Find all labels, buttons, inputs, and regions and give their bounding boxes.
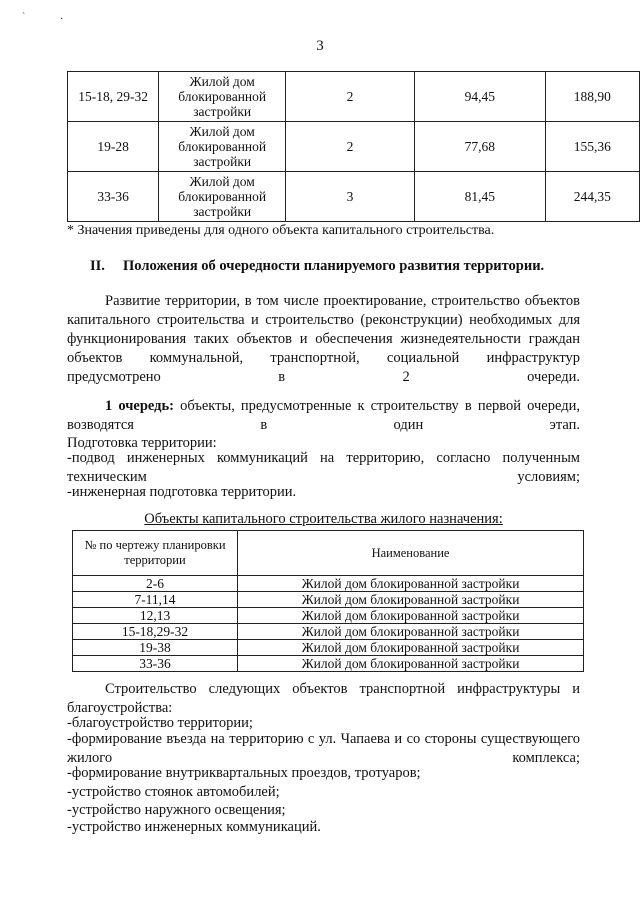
- table-cell-name: Жилой дом блокированной застройки: [238, 656, 584, 672]
- table-cell-name: Жилой дом блокированной застройки: [238, 608, 584, 624]
- transport-item: -устройство стоянок автомобилей;: [67, 784, 280, 800]
- table-row: [73, 656, 584, 672]
- transport-item: -благоустройство территории;: [67, 715, 253, 731]
- table-cell-name: Жилой дом блокированной застройки: [238, 592, 584, 608]
- table-cell-range: 19-28: [68, 122, 159, 172]
- table-cell-number: 19-38: [73, 640, 238, 656]
- header-name: Наименование: [238, 531, 584, 576]
- table-cell-range: 33-36: [68, 172, 159, 222]
- table-cell-name: Жилой дом блокированной застройки: [238, 576, 584, 592]
- objects-table-continued: [67, 71, 640, 222]
- transport-intro: Строительство следующих объектов транспортной инфраструктуры и благоустройства:: [67, 681, 580, 716]
- table-row: [68, 72, 640, 122]
- table-cell-total: 155,36: [545, 122, 639, 172]
- table-cell-type: Жилой дом блокированной застройки: [159, 172, 286, 222]
- table-cell-area: 81,45: [415, 172, 546, 222]
- table-cell-total: 188,90: [545, 72, 639, 122]
- table-cell-count: 3: [286, 172, 415, 222]
- table-row: [73, 624, 584, 640]
- table-caption: Объекты капитального строительства жилого назначения:: [144, 511, 503, 527]
- transport-item: -формирование въезда на территорию с ул. Чапаева и со стороны существующего жилого комплекса;: [67, 731, 580, 766]
- table-cell-number: 2-6: [73, 576, 238, 592]
- development-paragraph: Развитие территории, в том числе проектирование, строительство объектов капитального строительства и строительство (реконструкции) необходимых для функционирования таких объектов и обеспечения жизнедеятельности граждан объектов коммунальной, транспортной, социальной инфраструктур предусмотрено в 2 очереди.: [67, 293, 580, 385]
- transport-item: -формирование внутриквартальных проездов, тротуаров;: [67, 765, 421, 781]
- section-heading: [90, 258, 544, 275]
- table-cell-type: Жилой дом блокированной застройки: [159, 122, 286, 172]
- table-row: [73, 592, 584, 608]
- table-row: [68, 172, 640, 222]
- preparation-title: Подготовка территории:: [67, 435, 217, 451]
- scan-mark-left: ˋ: [22, 12, 26, 23]
- preparation-item: -подвод инженерных коммуникаций на территорию, согласно полученным техническим условиям;: [67, 450, 580, 485]
- table-cell-number: 15-18,29-32: [73, 624, 238, 640]
- stage-one-label: 1 очередь:: [105, 398, 174, 414]
- residential-objects-table: [72, 530, 584, 672]
- table-cell-count: 2: [286, 122, 415, 172]
- transport-item: -устройство инженерных коммуникаций.: [67, 819, 321, 835]
- table-row: [68, 122, 640, 172]
- table-row: [73, 608, 584, 624]
- scan-mark-right: ·: [60, 14, 64, 25]
- table-row: [73, 576, 584, 592]
- table-cell-range: 15-18, 29-32: [68, 72, 159, 122]
- table-row: [73, 640, 584, 656]
- table-cell-name: Жилой дом блокированной застройки: [238, 624, 584, 640]
- table-cell-number: 33-36: [73, 656, 238, 672]
- table-cell-name: Жилой дом блокированной застройки: [238, 640, 584, 656]
- footnote: * Значения приведены для одного объекта капитального строительства.: [67, 223, 495, 238]
- stage-one-paragraph: [67, 397, 580, 435]
- table-cell-total: 244,35: [545, 172, 639, 222]
- table-cell-number: 12,13: [73, 608, 238, 624]
- preparation-item: -инженерная подготовка территории.: [67, 484, 297, 500]
- section-title: Положения об очередности планируемого развития территории.: [123, 258, 545, 274]
- table-cell-area: 94,45: [415, 72, 546, 122]
- table-cell-count: 2: [286, 72, 415, 122]
- table-cell-type: Жилой дом блокированной застройки: [159, 72, 286, 122]
- section-number: II.: [90, 258, 105, 274]
- page-number: 3: [316, 38, 324, 54]
- header-drawing-number: № по чертежу планировки территории: [73, 531, 238, 576]
- stage-one-text: объекты, предусмотренные к строительству в первой очереди, возводятся в один этап.: [67, 398, 580, 433]
- table-header-row: [73, 531, 584, 576]
- table-cell-number: 7-11,14: [73, 592, 238, 608]
- table-cell-area: 77,68: [415, 122, 546, 172]
- transport-item: -устройство наружного освещения;: [67, 802, 286, 818]
